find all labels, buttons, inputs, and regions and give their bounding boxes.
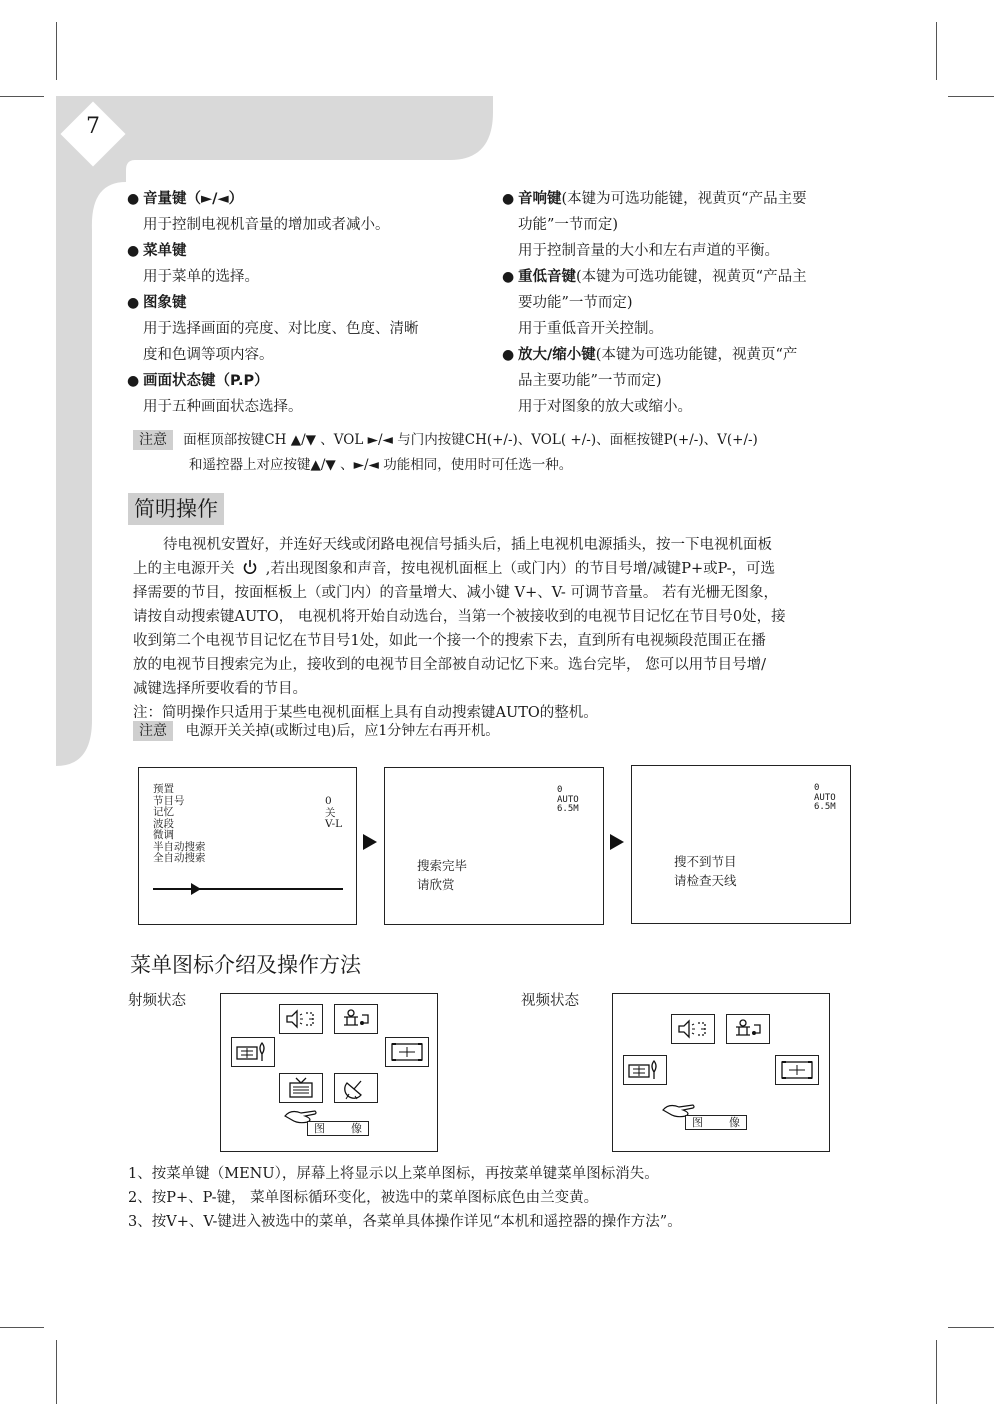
screen-message: 搜索完毕 请欣赏 — [417, 858, 468, 892]
rf-menu-screen — [220, 993, 438, 1152]
channel-info: 0 AUTO 6.5M — [814, 783, 836, 812]
note-2: 注意 电源开关关掉(或断过电)后，应1分钟左右再开机。 — [133, 720, 499, 742]
note-tag: 注意 — [133, 721, 173, 741]
channel-info: 0 AUTO 6.5M — [557, 785, 579, 814]
bullet-icon: ● — [127, 243, 140, 259]
list-item: ● 音量键（►/◄） — [143, 186, 483, 212]
screen-message: 搜不到节目 请检查天线 — [674, 854, 737, 888]
page-number: 7 — [86, 114, 100, 139]
function-icon — [726, 1014, 770, 1044]
crop-mark — [948, 1327, 994, 1328]
video-menu-screen — [612, 993, 830, 1152]
screen-mode-icon — [775, 1055, 819, 1085]
list-item: ● 画面状态键（P.P） — [143, 368, 483, 394]
search-progress-bar — [153, 888, 343, 890]
section-title: 简明操作 — [128, 493, 224, 525]
bullet-icon: ● — [502, 269, 515, 285]
step-3: 3、按V+、V-键进入被选中的菜单，各菜单具体操作详见“本机和遥控器的操作方法”。 — [128, 1214, 682, 1230]
satellite-icon — [334, 1073, 378, 1103]
note-1-line1: 面框顶部按键CH ▲/▼ 、VOL ►/◄ 与门内按键CH(+/-)、VOL( +/-)、面框按键P(+/-)、V(+/-) — [183, 432, 758, 448]
crop-mark — [0, 1327, 44, 1328]
list-item: ● 重低音键(本键为可选功能键，视黄页“产品主 — [518, 264, 868, 290]
picture-icon — [623, 1055, 667, 1085]
menu-name-bar: 图 像 — [307, 1121, 369, 1136]
rf-label: 射频状态 — [128, 993, 186, 1009]
tv-icon — [279, 1073, 323, 1103]
power-icon — [242, 559, 258, 575]
preset-labels: 预置 节目号 记忆 波段 微调 半自动搜索 全自动搜索 — [153, 783, 206, 864]
bullet-icon: ● — [502, 191, 515, 207]
screen-mode-icon — [385, 1037, 429, 1067]
picture-icon — [231, 1037, 275, 1067]
step-1: 1、按菜单键（MENU），屏幕上将显示以上菜单图标，再按菜单键菜单图标消失。 — [128, 1166, 659, 1182]
menu-name-bar: 图 像 — [685, 1115, 747, 1130]
note-1 — [133, 428, 873, 478]
sound-icon — [279, 1004, 323, 1034]
list-item: ● 音响键(本键为可选功能键，视黄页“产品主要 — [518, 186, 868, 212]
bullet-icon: ● — [502, 347, 515, 363]
screen-preset-menu — [138, 767, 357, 925]
note-1-line2: 和遥控器上对应按键▲/▼ 、►/◄ 功能相同，使用时可任选一种。 — [189, 457, 573, 473]
progress-marker-icon — [191, 883, 201, 895]
screen-search-complete — [384, 767, 604, 925]
crop-mark — [56, 1340, 57, 1404]
sound-icon — [671, 1014, 715, 1044]
bullet-icon: ● — [127, 373, 140, 389]
body-paragraph: 待电视机安置好，并连好天线或闭路电视信号插头后，插上电视机电源插头，按一下电视机面板 上的主电源开关 ,若出现图象和声音，按电视机面框上（或门内）的节目号增/减键P+或P-，可选 择需要的节目，按面框板上（或门内）的音量增大、减小键 V+、V- 可调节音量。 若有光栅无图象， 请按自动搜索键AUTO， 电视机将开始自动选台，当第一个被接收到的电视节目记忆在节目号0处，接 收到第二个电视节目记忆在节目号1处，如此一个接一个的搜索下去，直到所有电视频段范围正在播 放的电视节目搜索完为止，接收到的电视节目全部被自动记忆下来。选台完毕， 您可以用节目号增/ 减键选择所要收看的节目。 注：简明操作只适用于某些电视机面框上具有自动搜索键AUTO的整机。 — [133, 537, 786, 721]
arrow-right-icon — [610, 834, 624, 850]
function-icon — [334, 1004, 378, 1034]
bullet-icon: ● — [127, 295, 140, 311]
bullet-icon: ● — [127, 191, 140, 207]
crop-mark — [936, 1340, 937, 1404]
step-2: 2、按P+、P-键， 菜单图标循环变化，被选中的菜单图标底色由兰变黄。 — [128, 1190, 599, 1206]
left-column: ● 音量键（►/◄） 用于控制电视机音量的增加或者减小。 ● 菜单键 用于菜单的选择。 ● 图象键 用于选择画面的亮度、对比度、色度、清晰 度和色调等项内容。 ● 画面状态键（P.P） 用于五种画面状态选择。 — [143, 186, 483, 420]
arrow-right-icon — [363, 834, 377, 850]
video-label: 视频状态 — [521, 993, 579, 1009]
list-item: ● 放大/缩小键(本键为可选功能键，视黄页“产 — [518, 342, 868, 368]
right-column: ● 音响键(本键为可选功能键，视黄页“产品主要 功能”一节而定) 用于控制音量的大小和左右声道的平衡。 ● 重低音键(本键为可选功能键，视黄页“产品主 要功能”一节而定) 用于重低音开关控制。 ● 放大/缩小键(本键为可选功能键，视黄页“产 品主要功能”一节而定) 用于对图象的放大或缩小。 — [518, 186, 868, 420]
note-tag: 注意 — [133, 430, 173, 450]
menu-heading: 菜单图标介绍及操作方法 — [130, 953, 361, 977]
preset-values: 0 关 V-L — [325, 795, 343, 830]
screen-no-program — [631, 765, 851, 924]
list-item: ● 菜单键 — [143, 238, 483, 264]
list-item: ● 图象键 — [143, 290, 483, 316]
